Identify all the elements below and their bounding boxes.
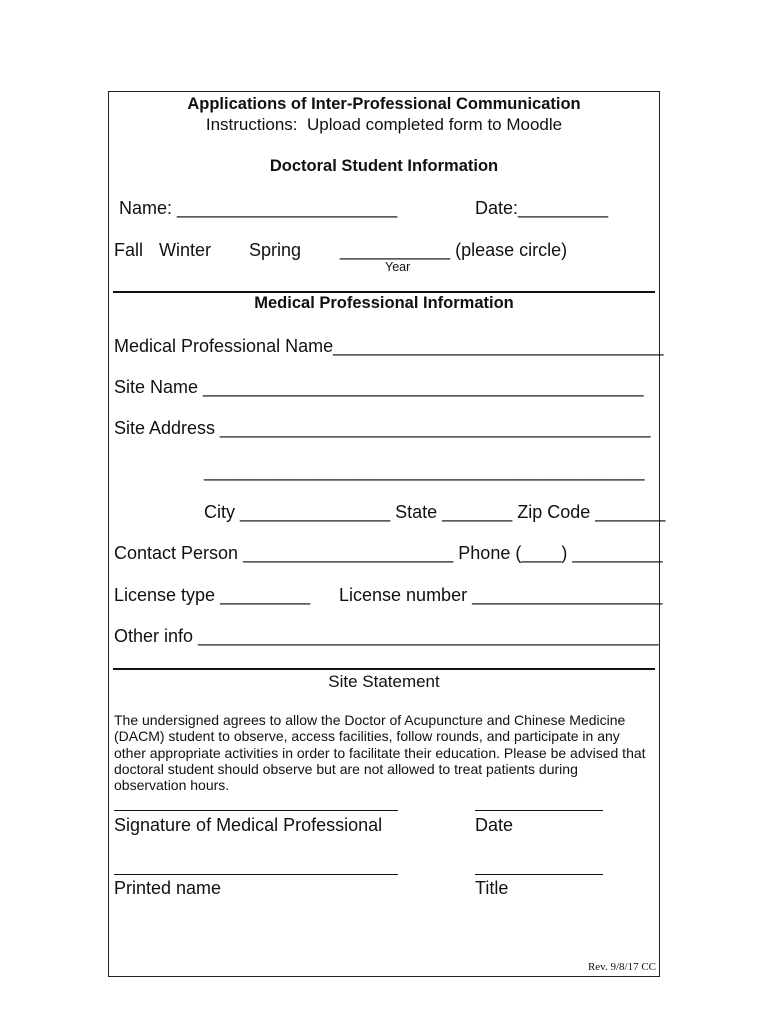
site-address-line2-field[interactable]: ____________________________________________ [204, 461, 645, 481]
year-caption: Year [385, 260, 411, 274]
contact-phone-field[interactable]: Contact Person _____________________ Phone (____) _________ [114, 543, 663, 563]
printed-name-line[interactable] [114, 874, 398, 875]
medical-section-heading: Medical Professional Information [254, 294, 514, 312]
term-fall-option[interactable]: Fall [114, 240, 144, 260]
site-statement-heading: Site Statement [328, 672, 440, 691]
title-line[interactable] [475, 874, 603, 875]
city-state-zip-field[interactable]: City _______________ State _______ Zip Code _______ [204, 502, 666, 522]
term-spring-option[interactable]: Spring [249, 240, 302, 260]
medical-professional-name-field[interactable]: Medical Professional Name_________________________________ [114, 336, 664, 356]
form-instructions: Instructions: Upload completed form to Moodle [205, 115, 563, 134]
student-date-field[interactable]: Date:_________ [475, 198, 609, 218]
signature-line[interactable] [114, 810, 398, 811]
student-section-heading: Doctoral Student Information [269, 157, 499, 175]
site-statement-text: The undersigned agrees to allow the Doctor of Acupuncture and Chinese Medicine (DACM) student to observe, access facilities, follow rounds, and participate in any other appropriate activities in order to facilitate their education. Please be advised that doctoral student should observe but are not allowed to treat patients during observation hours. [114, 712, 646, 794]
title-label: Title [475, 878, 509, 898]
term-winter-option[interactable]: Winter [159, 240, 212, 260]
license-number-field[interactable]: License number ___________________ [339, 585, 663, 605]
term-year-field[interactable]: ___________ (please circle) [340, 240, 568, 260]
other-info-field[interactable]: Other info ______________________________________________ [114, 626, 659, 646]
signature-date-line[interactable] [475, 810, 603, 811]
site-address-field[interactable]: Site Address ___________________________________________ [114, 418, 651, 438]
student-name-field[interactable]: Name: ______________________ [119, 198, 398, 218]
license-type-field[interactable]: License type _________ [114, 585, 311, 605]
revision-note: Rev. 9/8/17 CC [587, 961, 656, 973]
printed-name-label: Printed name [114, 878, 222, 898]
signature-date-label: Date [475, 815, 514, 835]
site-name-field[interactable]: Site Name ____________________________________________ [114, 377, 644, 397]
section-divider [113, 291, 655, 293]
form-title: Applications of Inter-Professional Communication [187, 95, 581, 113]
signature-label: Signature of Medical Professional [114, 815, 383, 835]
form-container [108, 91, 666, 977]
section-divider [113, 668, 655, 670]
